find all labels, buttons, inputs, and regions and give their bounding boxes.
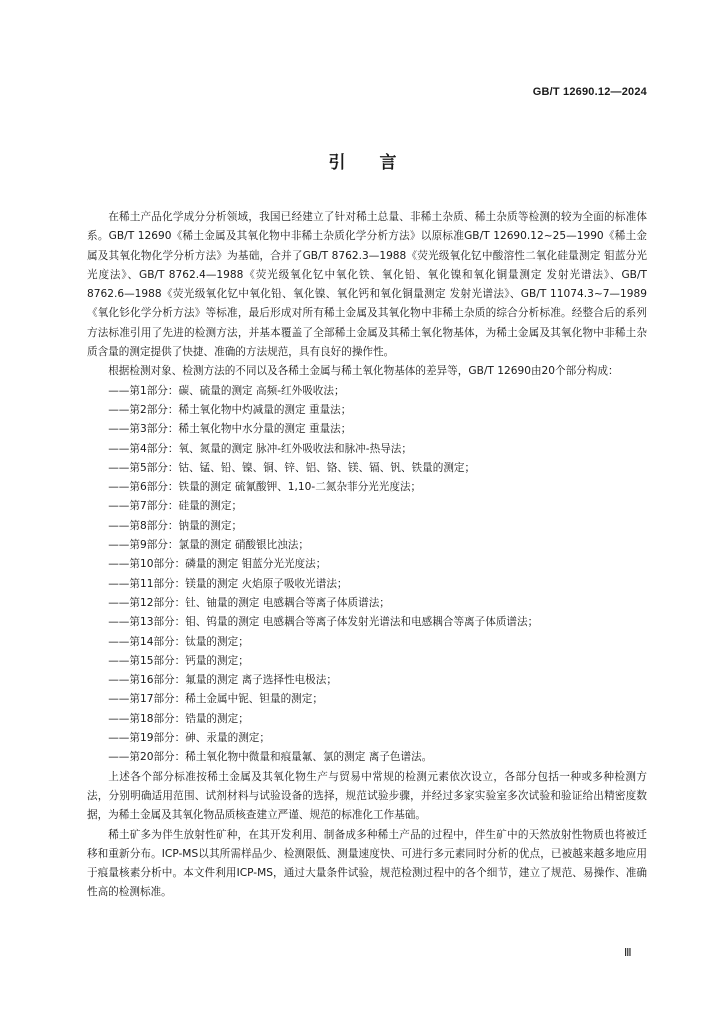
list-item: ——第11部分：镁量的测定 火焰原子吸收光谱法；	[108, 577, 348, 590]
standard-number: GB/T 12690.12—2024	[532, 86, 647, 98]
list-item: ——第7部分：硅量的测定；	[108, 500, 243, 513]
list-item: ——第12部分：钍、铀量的测定 电感耦合等离子体质谱法；	[108, 596, 390, 609]
list-item: ——第16部分：氟量的测定 离子选择性电极法；	[108, 674, 337, 687]
parts-intro-paragraph: 根据检测对象、检测方法的不同以及各稀土金属与稀土氧化物基体的差异等，GB/T 12690由20个部分构成：	[108, 365, 619, 378]
list-item: ——第4部分：氧、氮量的测定 脉冲-红外吸收法和脉冲-热导法；	[108, 442, 412, 455]
list-item: ——第18部分：锆量的测定；	[108, 712, 249, 725]
document-body	[87, 208, 647, 903]
page-title: 引言	[328, 153, 431, 173]
icpms-paragraph: 稀土矿多为伴生放射性矿种，在其开发利用、制备成多种稀土产品的过程中，伴生矿中的天然放射性物质也将被迁移和重新分布。ICP-MS以其所需样品少、检测限低、测量速度快、可进行多元素同时分析的优点，已被越来越多地应用于痕量核素分析中。本文件利用ICP-MS，通过大量条件试验，规范检测过程中的各个细节，建立了规范、易操作、准确性高的检测标准。	[87, 828, 647, 899]
list-item: ——第20部分：稀土氧化物中微量和痕量氟、氯的测定 离子色谱法。	[108, 751, 433, 764]
parts-list	[87, 382, 647, 768]
list-item: ——第10部分：磷量的测定 钼蓝分光光度法；	[108, 558, 327, 571]
list-item: ——第1部分：碳、硫量的测定 高频-红外吸收法；	[108, 384, 345, 397]
page-number: Ⅲ	[624, 947, 632, 959]
list-item: ——第5部分：钴、锰、铅、镍、铜、锌、铝、铬、镁、镉、钒、铁量的测定；	[108, 461, 476, 474]
list-item: ——第3部分：稀土氧化物中水分量的测定 重量法；	[108, 423, 352, 436]
intro-paragraph: 在稀土产品化学成分分析领域，我国已经建立了针对稀土总量、非稀土杂质、稀土杂质等检测的较为全面的标准体系。GB/T 12690《稀土金属及其氧化物中非稀土杂质化学分析方法》以原标准GB/T 12690.12~25—1990《稀土金属及其氧化物化学分析方法》为基础，合并了GB/T 8762.3—1988《荧光级氧化钇中酸溶性二氧化硅量测定 钼蓝分光光度法》、GB/T 8762.4—1988《荧光级氧化钇中氧化铁、氧化铅、氧化镍和氧化铜量测定 发射光谱法》、GB/T 8762.6—1988《荧光级氧化钇中氧化铅、氧化镍、氧化钙和氧化铜量测定 发射光谱法》、GB/T 11074.3~7—1989《氧化钐化学分析方法》等标准，最后形成对所有稀土金属及其氧化物中非稀土杂质的综合分析标准。经整合后的系列方法标准引用了先进的检测方法，并基本覆盖了全部稀土金属及其稀土氧化物基体，为稀土金属及其氧化物中非稀土杂质含量的测定提供了快捷、准确的方法规范，具有良好的操作性。	[87, 211, 647, 359]
list-item: ——第6部分：铁量的测定 硫氰酸钾、1,10-二氮杂菲分光光度法；	[108, 481, 422, 494]
list-item: ——第2部分：稀土氧化物中灼减量的测定 重量法；	[108, 403, 352, 416]
list-item: ——第8部分：钠量的测定；	[108, 519, 243, 532]
list-item: ——第17部分：稀土金属中铌、钽量的测定；	[108, 693, 323, 706]
list-item: ——第15部分：钙量的测定；	[108, 654, 249, 667]
list-item: ——第19部分：砷、汞量的测定；	[108, 732, 270, 745]
list-item: ——第14部分：钛量的测定；	[108, 635, 249, 648]
list-item: ——第9部分：氯量的测定 硝酸银比浊法；	[108, 539, 309, 552]
summary-paragraph: 上述各个部分标准按稀土金属及其氧化物生产与贸易中常规的检测元素依次设立，各部分包括一种或多种检测方法，分别明确适用范围、试剂材料与试验设备的选择，规范试验步骤，并经过多家实验室多次试验和验证给出精密度数据，为稀土金属及其氧化物品质核查建立严谨、规范的标准化工作基础。	[87, 770, 647, 822]
list-item: ——第13部分：钼、钨量的测定 电感耦合等离子体发射光谱法和电感耦合等离子体质谱法；	[108, 616, 539, 629]
